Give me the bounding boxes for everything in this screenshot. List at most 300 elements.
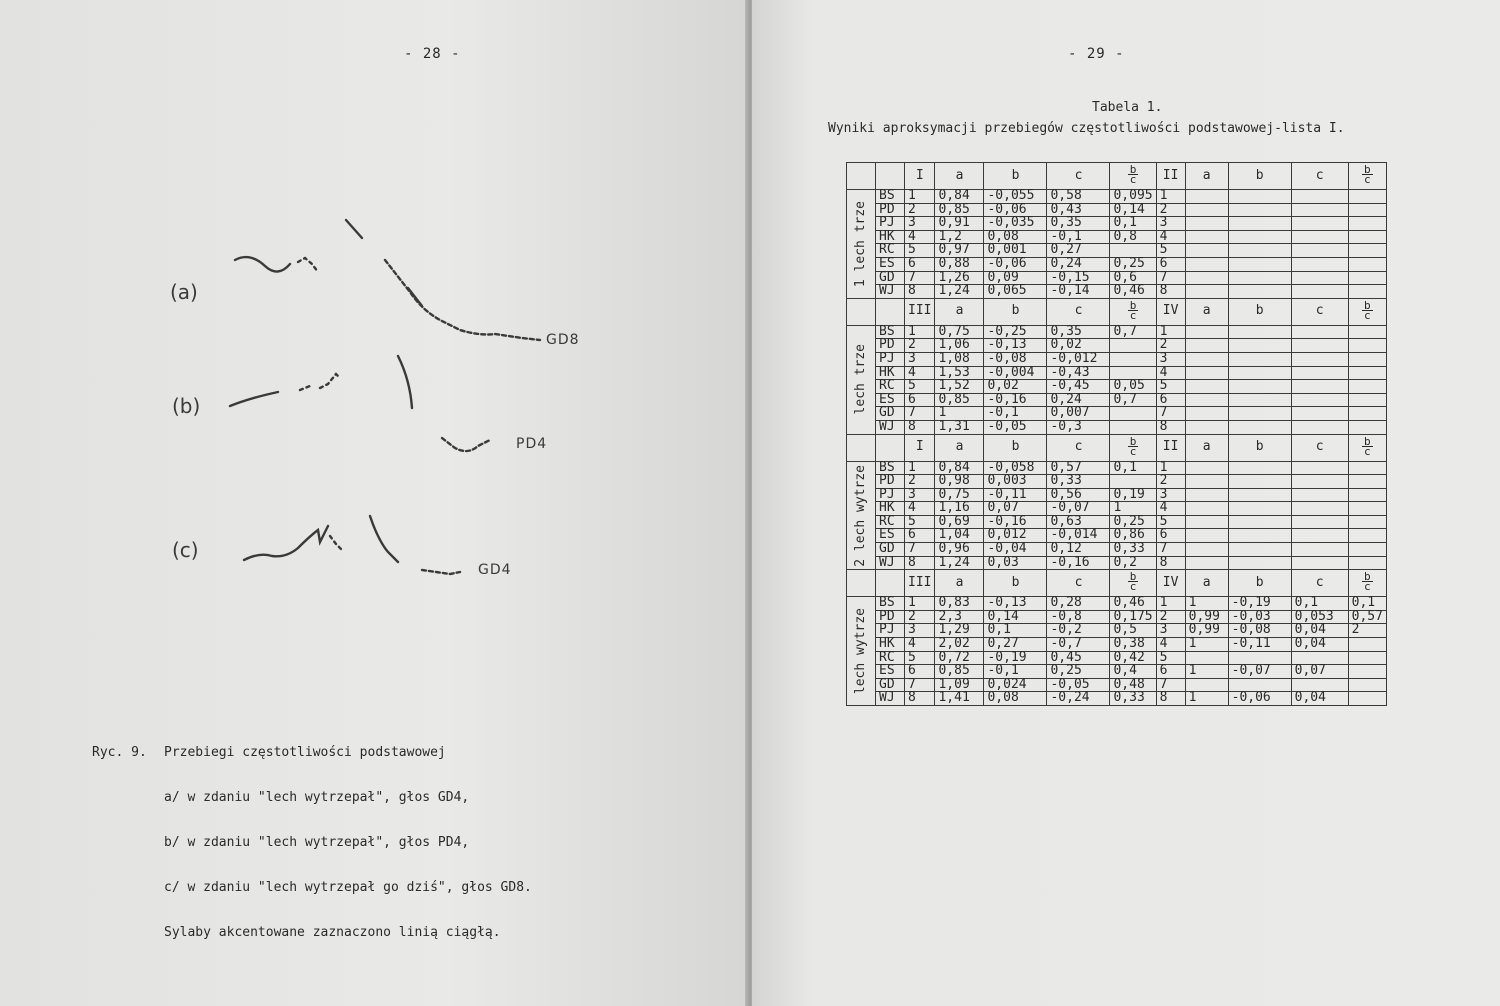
value-ratio: 0,1 [1110, 461, 1156, 475]
value-c: 0,27 [1047, 244, 1110, 258]
speaker-cell: HK [876, 502, 905, 516]
value-b: -0,04 [984, 543, 1047, 557]
value-b-2 [1228, 339, 1291, 353]
value-ratio-2 [1348, 407, 1386, 421]
value-b: -0,1 [984, 407, 1047, 421]
header-blank [847, 298, 876, 325]
results-table [846, 162, 1387, 706]
ratio-b-over-c [1362, 298, 1373, 322]
value-ratio-2 [1348, 543, 1386, 557]
value-b: -0,13 [984, 597, 1047, 611]
contour-a-stressed-2 [346, 220, 362, 238]
value-ratio: 0,38 [1110, 638, 1156, 652]
item-number-2: 7 [1156, 407, 1185, 421]
value-a-2 [1185, 217, 1228, 231]
value-a-2 [1185, 407, 1228, 421]
value-b-2 [1228, 271, 1291, 285]
header-ratio [1110, 298, 1156, 325]
value-a: 0,98 [935, 475, 984, 489]
speaker-cell: ES [876, 257, 905, 271]
value-a: 2,02 [935, 638, 984, 652]
section-label-text: lech wytrze [852, 608, 868, 695]
item-number-2: 7 [1156, 678, 1185, 692]
value-c: 0,43 [1047, 203, 1110, 217]
speaker-cell: HK [876, 638, 905, 652]
item-number: 7 [905, 407, 935, 421]
speaker-cell: BS [876, 597, 905, 611]
item-number-2: 3 [1156, 352, 1185, 366]
header-ratio [1110, 434, 1156, 461]
value-a: 1,2 [935, 230, 984, 244]
value-c: 0,35 [1047, 217, 1110, 231]
value-a: 0,84 [935, 461, 984, 475]
speaker-cell: PJ [876, 624, 905, 638]
value-b: 0,08 [984, 230, 1047, 244]
value-c: 0,56 [1047, 488, 1110, 502]
value-c: -0,16 [1047, 556, 1110, 570]
value-b-2 [1228, 515, 1291, 529]
contour-c-stressed-1 [244, 526, 328, 560]
value-b-2: -0,03 [1228, 610, 1291, 624]
item-number: 8 [905, 692, 935, 706]
value-b: -0,055 [984, 190, 1047, 204]
item-number-2: 1 [1156, 461, 1185, 475]
value-ratio: 0,46 [1110, 597, 1156, 611]
item-number-2: 3 [1156, 624, 1185, 638]
item-number: 5 [905, 651, 935, 665]
header-blank [847, 163, 876, 190]
value-a: 1,53 [935, 366, 984, 380]
value-ratio: 0,5 [1110, 624, 1156, 638]
header-a: a [935, 163, 984, 190]
section-label-text: 1 lech trze [852, 200, 868, 287]
contour-c-dashed-2 [422, 570, 460, 574]
header-series: III [905, 570, 935, 597]
item-number: 1 [905, 190, 935, 204]
value-c: -0,14 [1047, 285, 1110, 299]
value-a: 1,31 [935, 420, 984, 434]
value-c: 0,007 [1047, 407, 1110, 421]
value-ratio: 1 [1110, 502, 1156, 516]
header-series: III [905, 298, 935, 325]
contour-c-dashed-1 [330, 536, 342, 550]
header-c-2: c [1291, 298, 1348, 325]
item-number-2: 1 [1156, 325, 1185, 339]
table-row [847, 407, 1387, 421]
value-a: 0,91 [935, 217, 984, 231]
contour-a-dashed-2 [385, 260, 540, 340]
header-c: c [1047, 570, 1110, 597]
section-side-label [847, 190, 876, 299]
ratio-denominator: c [1363, 444, 1371, 458]
item-number-2: 8 [1156, 692, 1185, 706]
value-ratio: 0,8 [1110, 230, 1156, 244]
item-number: 4 [905, 638, 935, 652]
value-c-2: 0,04 [1291, 638, 1348, 652]
header-a-2: a [1185, 434, 1228, 461]
item-number: 4 [905, 502, 935, 516]
value-c-2 [1291, 502, 1348, 516]
table-row [847, 230, 1387, 244]
ratio-b-over-c [1128, 298, 1139, 322]
ratio-numerator: b [1363, 570, 1371, 584]
value-c-2 [1291, 543, 1348, 557]
item-number: 3 [905, 488, 935, 502]
value-b-2: -0,19 [1228, 597, 1291, 611]
value-c-2: 0,1 [1291, 597, 1348, 611]
item-number: 4 [905, 366, 935, 380]
figure-caption [92, 715, 532, 970]
value-b: 0,14 [984, 610, 1047, 624]
contour-b-dashed-1 [300, 374, 340, 390]
value-b-2 [1228, 352, 1291, 366]
value-ratio-2: 2 [1348, 624, 1386, 638]
value-c-2 [1291, 475, 1348, 489]
caption-line-3: b/ w zdaniu "lech wytrzepał", głos PD4, [164, 835, 470, 850]
value-a-2: 1 [1185, 597, 1228, 611]
value-a: 1,41 [935, 692, 984, 706]
value-a: 1,52 [935, 380, 984, 394]
value-ratio-2 [1348, 380, 1386, 394]
speaker-cell: PJ [876, 352, 905, 366]
value-c: 0,57 [1047, 461, 1110, 475]
contour-a-solid-2 [408, 288, 422, 306]
value-b: 0,024 [984, 678, 1047, 692]
value-a: 1,09 [935, 678, 984, 692]
value-c-2 [1291, 230, 1348, 244]
item-number: 3 [905, 217, 935, 231]
value-b-2: -0,08 [1228, 624, 1291, 638]
value-ratio-2: 0,57 [1348, 610, 1386, 624]
value-c: 0,33 [1047, 475, 1110, 489]
value-b: 0,09 [984, 271, 1047, 285]
header-a-2: a [1185, 163, 1228, 190]
item-number: 5 [905, 244, 935, 258]
value-a: 1,06 [935, 339, 984, 353]
value-ratio-2 [1348, 285, 1386, 299]
header-blank-2 [876, 298, 905, 325]
value-b: 0,08 [984, 692, 1047, 706]
value-a-2 [1185, 190, 1228, 204]
value-c-2 [1291, 325, 1348, 339]
value-a: 0,75 [935, 325, 984, 339]
item-number: 5 [905, 380, 935, 394]
value-a: 0,85 [935, 665, 984, 679]
ratio-b-over-c [1128, 434, 1139, 458]
header-series: I [905, 163, 935, 190]
value-b-2 [1228, 502, 1291, 516]
ratio-denominator: c [1363, 580, 1371, 594]
speaker-cell: GD [876, 678, 905, 692]
value-b-2 [1228, 230, 1291, 244]
value-b-2 [1228, 475, 1291, 489]
value-c: -0,1 [1047, 230, 1110, 244]
value-c: 0,25 [1047, 665, 1110, 679]
ratio-denominator: c [1129, 173, 1137, 187]
value-b: -0,06 [984, 257, 1047, 271]
value-a-2 [1185, 393, 1228, 407]
item-number-2: 6 [1156, 665, 1185, 679]
value-c: -0,2 [1047, 624, 1110, 638]
ratio-numerator: b [1363, 163, 1371, 177]
value-ratio: 0,1 [1110, 217, 1156, 231]
value-a: 0,88 [935, 257, 984, 271]
header-ratio-2 [1348, 298, 1386, 325]
value-b-2 [1228, 407, 1291, 421]
item-number-2: 1 [1156, 190, 1185, 204]
item-number: 5 [905, 515, 935, 529]
contour-b-stressed-1 [230, 392, 278, 406]
header-b-2: b [1228, 434, 1291, 461]
value-a-2 [1185, 556, 1228, 570]
panel-label-a: (a) [170, 280, 198, 304]
value-ratio [1110, 420, 1156, 434]
value-a-2 [1185, 475, 1228, 489]
ratio-denominator: c [1363, 308, 1371, 322]
speaker-cell: RC [876, 651, 905, 665]
value-c-2 [1291, 529, 1348, 543]
header-series: I [905, 434, 935, 461]
item-number-2: 4 [1156, 230, 1185, 244]
speaker-cell: BS [876, 190, 905, 204]
header-c: c [1047, 163, 1110, 190]
value-a: 0,83 [935, 597, 984, 611]
value-ratio: 0,19 [1110, 488, 1156, 502]
f0-contour-svg [150, 200, 610, 600]
value-b: 0,065 [984, 285, 1047, 299]
speaker-cell: GD [876, 407, 905, 421]
value-c-2 [1291, 285, 1348, 299]
header-ratio-2 [1348, 434, 1386, 461]
value-b-2: -0,11 [1228, 638, 1291, 652]
value-a-2 [1185, 529, 1228, 543]
header-c-2: c [1291, 434, 1348, 461]
value-ratio-2 [1348, 230, 1386, 244]
panel-label-c: (c) [172, 538, 199, 562]
table-row [847, 325, 1387, 339]
value-ratio: 0,7 [1110, 393, 1156, 407]
value-ratio-2 [1348, 692, 1386, 706]
value-a: 0,85 [935, 393, 984, 407]
value-a: 1,24 [935, 556, 984, 570]
item-number-2: 5 [1156, 651, 1185, 665]
speaker-cell: ES [876, 665, 905, 679]
value-b-2 [1228, 217, 1291, 231]
value-ratio-2 [1348, 488, 1386, 502]
contour-b-stressed-2 [398, 356, 412, 408]
value-b-2: -0,06 [1228, 692, 1291, 706]
value-ratio: 0,25 [1110, 257, 1156, 271]
speaker-cell: WJ [876, 692, 905, 706]
value-a: 1,16 [935, 502, 984, 516]
item-number-2: 5 [1156, 380, 1185, 394]
item-number: 2 [905, 610, 935, 624]
speaker-cell: GD [876, 543, 905, 557]
value-c: 0,63 [1047, 515, 1110, 529]
header-b-2: b [1228, 570, 1291, 597]
value-ratio: 0,33 [1110, 692, 1156, 706]
speaker-cell: HK [876, 230, 905, 244]
item-number-2: 6 [1156, 529, 1185, 543]
value-c: -0,8 [1047, 610, 1110, 624]
table-header-row [847, 163, 1387, 190]
ratio-b-over-c [1362, 570, 1373, 594]
item-number: 8 [905, 556, 935, 570]
right-page [752, 0, 1500, 1006]
header-c-2: c [1291, 570, 1348, 597]
value-a-2 [1185, 271, 1228, 285]
header-blank-2 [876, 434, 905, 461]
value-ratio-2 [1348, 420, 1386, 434]
header-series-2: IV [1156, 570, 1185, 597]
ratio-numerator: b [1363, 298, 1371, 312]
value-c: 0,35 [1047, 325, 1110, 339]
speaker-cell: PD [876, 339, 905, 353]
value-c-2 [1291, 380, 1348, 394]
table-header-row [847, 434, 1387, 461]
value-b: -0,058 [984, 461, 1047, 475]
value-c-2 [1291, 488, 1348, 502]
value-ratio-2 [1348, 665, 1386, 679]
value-b: -0,1 [984, 665, 1047, 679]
item-number-2: 5 [1156, 515, 1185, 529]
value-b: -0,05 [984, 420, 1047, 434]
caption-line-1: Przebiegi częstotliwości podstawowej [164, 745, 446, 760]
value-ratio: 0,2 [1110, 556, 1156, 570]
value-a-2 [1185, 325, 1228, 339]
value-c-2 [1291, 352, 1348, 366]
header-series-2: II [1156, 163, 1185, 190]
value-ratio-2 [1348, 393, 1386, 407]
value-c: -0,45 [1047, 380, 1110, 394]
table-row [847, 339, 1387, 353]
value-c-2 [1291, 461, 1348, 475]
value-b: -0,13 [984, 339, 1047, 353]
value-ratio: 0,46 [1110, 285, 1156, 299]
value-a-2 [1185, 380, 1228, 394]
value-a-2 [1185, 488, 1228, 502]
value-ratio-2 [1348, 366, 1386, 380]
value-a: 1,04 [935, 529, 984, 543]
ratio-numerator: b [1129, 434, 1137, 448]
speaker-cell: RC [876, 380, 905, 394]
header-series-2: II [1156, 434, 1185, 461]
value-ratio-2 [1348, 461, 1386, 475]
speaker-label-gd4: GD4 [478, 562, 512, 578]
value-ratio-2 [1348, 244, 1386, 258]
value-ratio [1110, 407, 1156, 421]
value-a: 0,84 [935, 190, 984, 204]
value-c: -0,3 [1047, 420, 1110, 434]
item-number: 2 [905, 339, 935, 353]
value-a: 0,72 [935, 651, 984, 665]
value-ratio-2 [1348, 257, 1386, 271]
ratio-denominator: c [1129, 444, 1137, 458]
header-c: c [1047, 434, 1110, 461]
header-a-2: a [1185, 570, 1228, 597]
item-number-2: 4 [1156, 366, 1185, 380]
value-b-2 [1228, 366, 1291, 380]
item-number: 7 [905, 543, 935, 557]
value-b-2 [1228, 420, 1291, 434]
speaker-cell: WJ [876, 420, 905, 434]
left-page [0, 0, 748, 1006]
value-ratio: 0,6 [1110, 271, 1156, 285]
value-b-2 [1228, 393, 1291, 407]
item-number: 1 [905, 461, 935, 475]
item-number: 1 [905, 325, 935, 339]
table-title: Tabela 1. [1092, 100, 1163, 115]
item-number: 2 [905, 203, 935, 217]
value-b: -0,25 [984, 325, 1047, 339]
value-b-2 [1228, 529, 1291, 543]
ratio-numerator: b [1129, 163, 1137, 177]
item-number-2: 2 [1156, 475, 1185, 489]
value-b-2 [1228, 325, 1291, 339]
value-a-2 [1185, 244, 1228, 258]
value-b: 0,001 [984, 244, 1047, 258]
header-blank-2 [876, 163, 905, 190]
header-blank [847, 434, 876, 461]
ratio-denominator: c [1363, 173, 1371, 187]
table-row [847, 420, 1387, 434]
value-c: 0,24 [1047, 257, 1110, 271]
contour-a-dashed-1 [298, 258, 318, 272]
value-a: 0,69 [935, 515, 984, 529]
ratio-numerator: b [1129, 298, 1137, 312]
item-number-2: 8 [1156, 556, 1185, 570]
value-ratio: 0,14 [1110, 203, 1156, 217]
value-b: 0,03 [984, 556, 1047, 570]
item-number-2: 2 [1156, 610, 1185, 624]
speaker-cell: PD [876, 475, 905, 489]
value-b-2 [1228, 190, 1291, 204]
value-b-2 [1228, 543, 1291, 557]
value-b: 0,02 [984, 380, 1047, 394]
value-ratio: 0,25 [1110, 515, 1156, 529]
ratio-numerator: b [1363, 434, 1371, 448]
value-c: -0,7 [1047, 638, 1110, 652]
value-ratio-2 [1348, 190, 1386, 204]
value-ratio: 0,095 [1110, 190, 1156, 204]
value-a: 1 [935, 407, 984, 421]
header-ratio [1110, 570, 1156, 597]
value-b: -0,16 [984, 393, 1047, 407]
ratio-denominator: c [1129, 308, 1137, 322]
value-c-2 [1291, 257, 1348, 271]
value-c-2 [1291, 556, 1348, 570]
header-ratio-2 [1348, 570, 1386, 597]
value-a-2 [1185, 352, 1228, 366]
speaker-cell: BS [876, 325, 905, 339]
value-b-2 [1228, 461, 1291, 475]
value-ratio-2 [1348, 678, 1386, 692]
value-c-2 [1291, 217, 1348, 231]
panel-label-b: (b) [172, 394, 201, 418]
value-c: -0,012 [1047, 352, 1110, 366]
table-row [847, 461, 1387, 475]
header-b: b [984, 163, 1047, 190]
item-number: 7 [905, 271, 935, 285]
item-number: 7 [905, 678, 935, 692]
item-number: 6 [905, 393, 935, 407]
value-c-2: 0,053 [1291, 610, 1348, 624]
header-ratio [1110, 163, 1156, 190]
table-row [847, 352, 1387, 366]
item-number-2: 8 [1156, 420, 1185, 434]
item-number-2: 4 [1156, 638, 1185, 652]
value-b-2 [1228, 488, 1291, 502]
